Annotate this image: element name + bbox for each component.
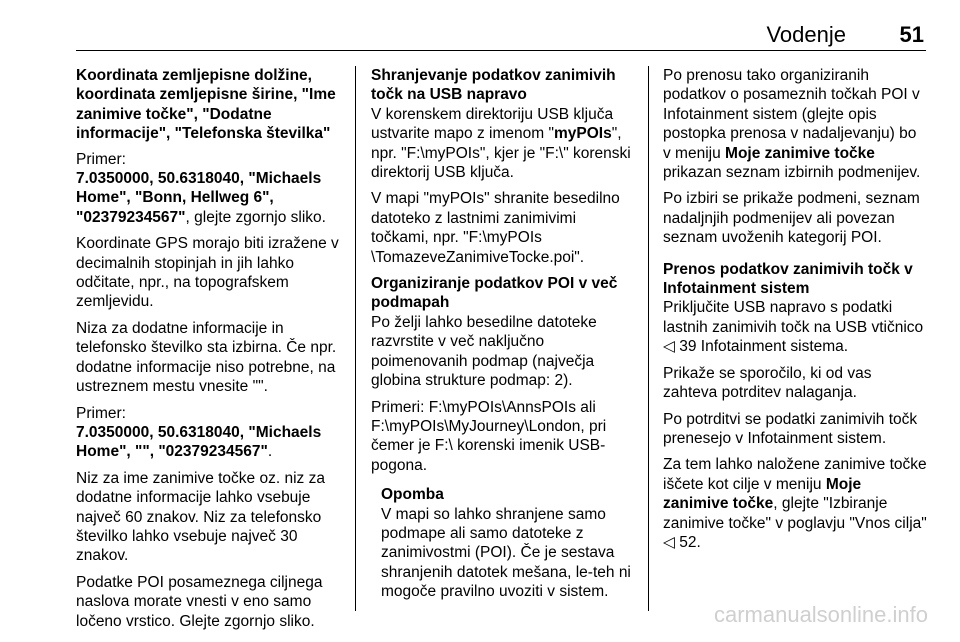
note-text: V mapi so lahko shranjene samo podmape ali samo datoteke z zanimivostmi (POI). Če je sestava shranjenih datotek mešana, le-teh ni mogoče pravilno uvoziti v sistem.	[381, 505, 631, 601]
column-divider-1	[355, 66, 356, 611]
connect-paragraph: Priključite USB napravo s podatki lastnih zanimivih točk na USB vtičnico ◁ 39 Infotainment sistema.	[663, 299, 924, 356]
search-text-b: , glejte "Izbiranje zanimive točke" v poglavju "Vnos cilja" ◁ 52.	[663, 495, 927, 551]
example-1-code: 7.0350000, 50.6318040, "Michaels Home", "Bonn, Hellweg 6", "02379234567"	[76, 170, 322, 226]
example-2-tail: .	[267, 443, 273, 461]
usb-folder-text-b: ", npr. "F:\myPOIs", kjer je "F:\" korenski direktorij USB ključa.	[371, 125, 631, 182]
submenu-text-b: prikazan seznam izbirnih podmenijev.	[663, 164, 921, 182]
watermark: carmanualsonline.info	[713, 602, 928, 627]
gps-paragraph: Koordinate GPS morajo biti izražene v decimalnih stopinjah in jih lahko odčitate, npr., na topografskem zemljevidu.	[76, 235, 339, 311]
submenu-text-a: Po prenosu tako organiziranih podatkov o posameznih točkah POI v Infotainment sistem (glejte opis postopka prenosa v nadaljevanju) bo v meniju	[663, 67, 920, 162]
limits-paragraph: Niz za ime zanimive točke oz. niz za dodatne informacije lahko vsebuje največ 60 znakov. Niz za telefonsko številko lahko vsebuje največ 30 znakov.	[76, 469, 325, 565]
usb-folder-paragraph	[371, 105, 635, 183]
lines-paragraph: Podatke POI posameznega ciljnega naslova morate vnesti v eno samo ločeno vrstico. Glejte zgornjo sliko.	[76, 573, 323, 630]
confirm-paragraph: Po potrditvi se podatki zanimivih točk prenesejo v Infotainment sistem.	[663, 410, 918, 447]
subfolders-heading: Organiziranje podatkov POI v več podmapah	[371, 275, 618, 312]
submenu-paragraph	[663, 66, 928, 182]
page-header	[76, 0, 926, 51]
example-1-label: Primer:	[76, 150, 126, 168]
phone-paragraph: Niza za dodatne informacije in telefonsko številko sta izbirna. Če npr. dodatne informacije niso potrebne, na ustreznem mestu vnesite "".	[76, 319, 337, 396]
menu-name-2: Moje zanimive točke	[663, 475, 862, 513]
usb-save-heading: Shranjevanje podatkov zanimivih točk na USB napravo	[371, 67, 616, 104]
column-right	[663, 66, 928, 559]
page-number: 51	[899, 22, 924, 47]
note-title: Opomba	[381, 486, 444, 504]
message-paragraph: Prikaže se sporočilo, ki od vas zahteva potrditev nalaganja.	[663, 364, 872, 402]
subfolders-paragraph: Po želji lahko besedilne datoteke razvrstite v več naključno poimenovanih podmap (največja globina strukture podmap: 2).	[371, 313, 597, 390]
transfer-heading: Prenos podatkov zanimivih točk v Infotainment sistem	[663, 260, 913, 298]
example-1-tail: , glejte zgornjo sliko.	[185, 208, 326, 226]
column-left	[76, 66, 348, 638]
example-2	[76, 404, 348, 462]
search-text-a: Za tem lahko naložene zanimive točke iščete kot cilje v meniju	[663, 456, 927, 493]
example-2-label: Primer:	[76, 404, 126, 422]
example-1	[76, 150, 348, 228]
usb-folder-text-a: V korenskem direktoriju USB ključa ustvarite mapo z imenom "	[371, 105, 614, 143]
column-divider-2	[648, 66, 649, 611]
poi-file-paragraph: V mapi "myPOIs" shranite besedilno datoteko z lastnimi zanimivimi točkami, npr. "F:\myPOIs \TomazeveZanimiveTocke.poi".	[371, 190, 620, 266]
chapter-title: Vodenje	[766, 22, 846, 47]
mypois-folder-name: myPOIs	[553, 125, 612, 143]
poi-format-heading: Koordinata zemljepisne dolžine, koordinata zemljepisne širine, "Ime zanimive točke", "Dodatne informacije", "Telefonska številka"	[76, 67, 336, 143]
note-box	[381, 485, 635, 601]
column-middle	[371, 66, 635, 602]
example-2-code: 7.0350000, 50.6318040, "Michaels Home", "", "02379234567"	[76, 423, 322, 461]
search-paragraph	[663, 455, 928, 552]
menu-name: Moje zanimive točke	[725, 144, 875, 162]
selection-paragraph: Po izbiri se prikaže podmeni, seznam nadaljnjih podmenijev ali povezan seznam uvoženih kategorij POI.	[663, 190, 920, 247]
examples-paragraph: Primeri: F:\myPOIs\AnnsPOIs ali F:\myPOIs\MyJourney\London, pri čemer je F:\ korenski imenik USB-pogona.	[371, 398, 607, 474]
